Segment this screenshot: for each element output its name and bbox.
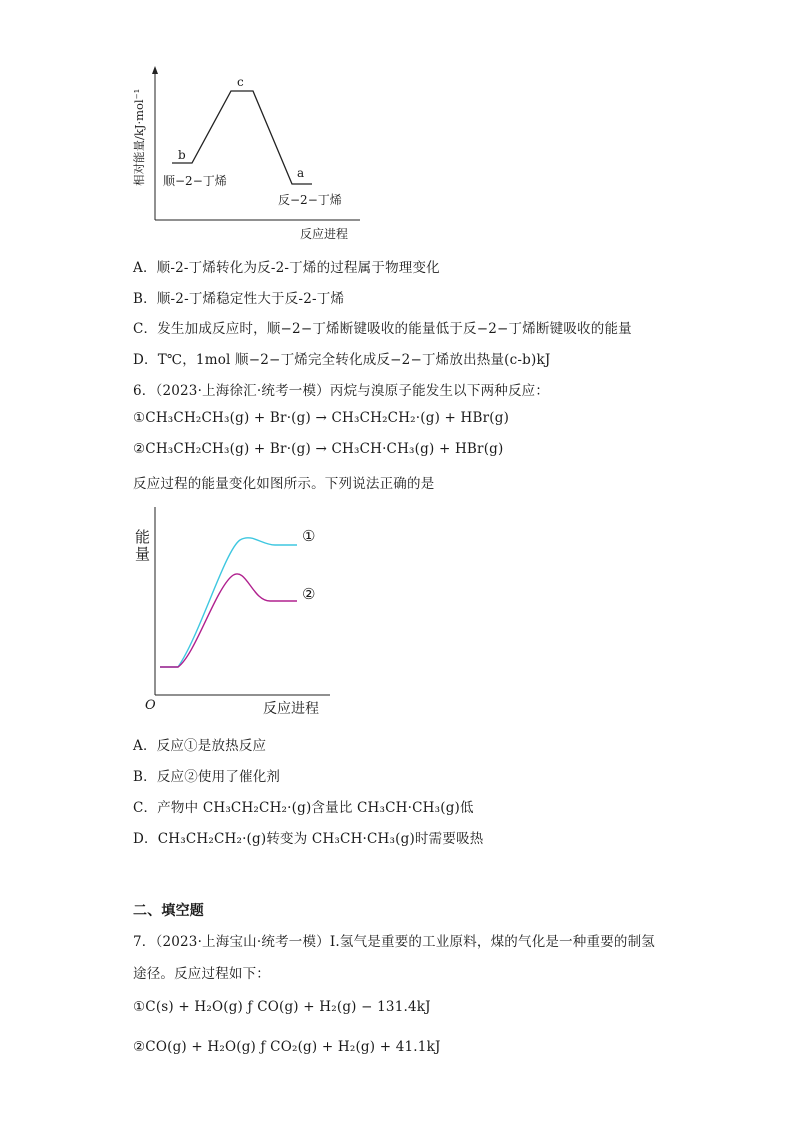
curve-label-2: ② — [302, 585, 316, 603]
product-label: 反−2−丁烯 — [278, 193, 342, 207]
energy-diagram-propane — [0, 495, 794, 725]
level-a-label: a — [297, 166, 305, 180]
q7-equation-2: ②CO(g) + H₂O(g) ƒ CO₂(g) + H₂(g) + 41.1kJ — [133, 1039, 441, 1055]
q6-stem: 6．（2023·上海徐汇·统考一模）丙烷与溴原子能发生以下两种反应： — [133, 383, 550, 399]
y-axis-label-1: 能 — [135, 528, 151, 546]
x-axis-label: 反应进程 — [300, 227, 349, 241]
level-c-label: c — [237, 75, 244, 89]
energy-path — [172, 91, 312, 184]
y-axis-label: 相对能量/kJ·mol⁻¹ — [132, 88, 146, 186]
q6-option-d: D．CH₃CH₂CH₂·(g)转变为 CH₃CH·CH₃(g)时需要吸热 — [133, 831, 484, 847]
level-b-label: b — [178, 148, 186, 162]
energy-diagram-butene — [0, 0, 794, 250]
q6-option-b: B．反应②使用了催化剂 — [133, 769, 281, 785]
q6-option-c: C．产物中 CH₃CH₂CH₂·(g)含量比 CH₃CH·CH₃(g)低 — [133, 800, 474, 816]
reactant-label: 顺−2−丁烯 — [163, 174, 227, 188]
q5-option-b: B．顺-2-丁烯稳定性大于反-2-丁烯 — [133, 291, 345, 307]
q7-equation-1: ①C(s) + H₂O(g) ƒ CO(g) + H₂(g) − 131.4kJ — [133, 999, 431, 1015]
y-axis-arrow — [152, 66, 158, 74]
x-axis-label: 反应进程 — [263, 701, 319, 717]
q6-option-a: A．反应①是放热反应 — [133, 738, 267, 754]
curve-reaction-2 — [160, 574, 297, 667]
curve-reaction-1 — [160, 538, 297, 667]
section-heading: 二、填空题 — [133, 903, 204, 919]
origin-label: O — [145, 698, 156, 713]
q7-line-2: 途径。反应过程如下： — [133, 966, 270, 982]
q6-reaction-2: ②CH₃CH₂CH₃(g) + Br·(g) → CH₃CH·CH₃(g) + HBr(g) — [133, 441, 504, 457]
q6-question: 反应过程的能量变化如图所示。下列说法正确的是 — [133, 476, 435, 492]
q5-option-c: C．发生加成反应时，顺−2−丁烯断键吸收的能量低于反−2−丁烯断键吸收的能量 — [133, 321, 632, 337]
q5-option-a: A．顺-2-丁烯转化为反-2-丁烯的过程属于物理变化 — [133, 260, 440, 276]
y-axis-label-2: 量 — [135, 545, 151, 563]
q6-reaction-1: ①CH₃CH₂CH₃(g) + Br·(g) → CH₃CH₂CH₂·(g) + HBr(g) — [133, 410, 510, 426]
q7-line-1: 7．（2023·上海宝山·统考一模）Ⅰ.氢气是重要的工业原料，煤的气化是一种重要的制氢 — [133, 934, 656, 950]
q5-option-d: D．T℃，1mol 顺−2−丁烯完全转化成反−2−丁烯放出热量(c-b)kJ — [133, 352, 551, 368]
curve-label-1: ① — [302, 527, 316, 545]
